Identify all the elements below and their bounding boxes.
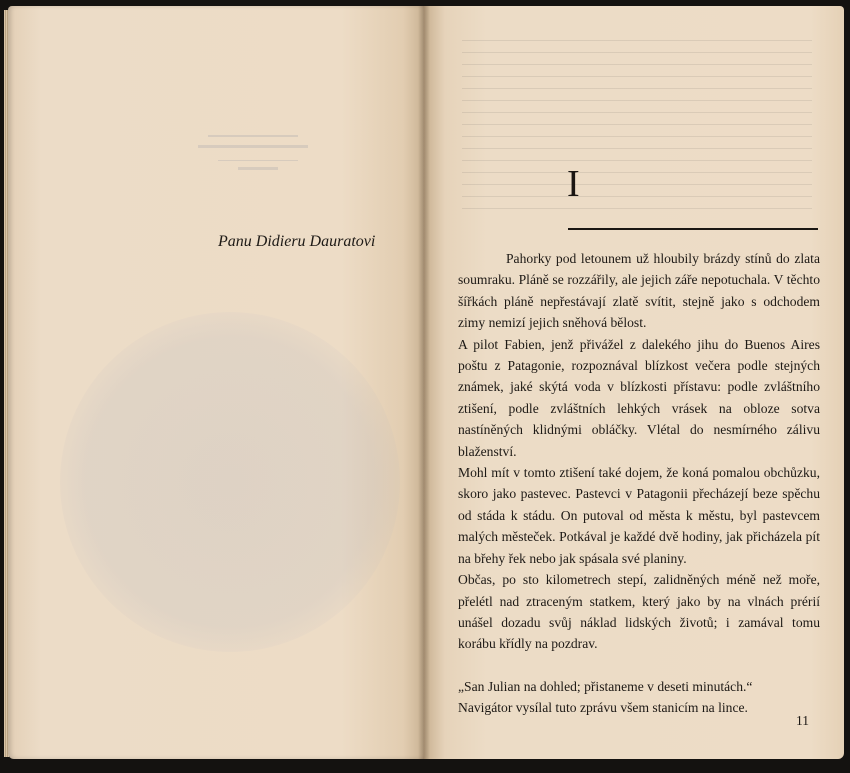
page-number: 11	[796, 713, 809, 728]
paragraph: A pilot Fabien, jenž přivážel z dalekého jihu do Buenos Aires poštu z Patagonie, rozpoznával blízkost večera podle stejných známek, jaké skýtá voda v blízkosti přístavu: podle zvláštního ztišení, podle zvláštních lehkých vrásek na obloze sotva nastíněných klidnými obláčky. Vlétal do nesmírného zálivu blaženství.	[458, 336, 820, 459]
paragraph: Mohl mít v tomto ztišení také dojem, že koná pomalou obchůzku, skoro jako pastevec. Pastevci v Patagonii přecházejí beze spěchu od stáda k stádu. On putoval od města k městu, byl pastevcem malých městeček. Potkával je každé dvě hodiny, jak přicházela pít na břehy řek nebo jak spásala své planiny.	[458, 465, 820, 566]
paragraph: Navigátor vysílal tuto zprávu všem stanicím na lince.	[458, 700, 748, 716]
bleed-through-title-mark	[198, 135, 318, 195]
bleed-through-illustration	[60, 312, 400, 652]
dedication: Panu Didieru Dauratovi	[218, 233, 376, 250]
bleed-through-text	[462, 40, 812, 240]
book-gutter	[418, 6, 430, 759]
paragraph: Občas, po sto kilometrech stepí, zalidněných méně než moře, přelétl nad ztraceným statkem, který jako by na vlnách prérií unášel dozadu svůj náklad lidských životů; i zamával tomu korábu křídly na pozdrav.	[458, 572, 820, 652]
chapter-rule	[568, 228, 818, 230]
paragraph: Pahorky pod letounem už hloubily brázdy stínů do zlata soumraku. Pláně se rozzářily, ale jejich záře nepotuchala. V těchto šířkách pláně nepřestávají zlatě svítit, stejně jako s odchodem zimy nemizí jejich sněhová bělost.	[458, 251, 820, 331]
paragraph: „San Julian na dohled; přistaneme v deseti minutách.“	[458, 678, 753, 694]
chapter-number: I	[567, 163, 580, 205]
chapter-body	[458, 248, 820, 719]
